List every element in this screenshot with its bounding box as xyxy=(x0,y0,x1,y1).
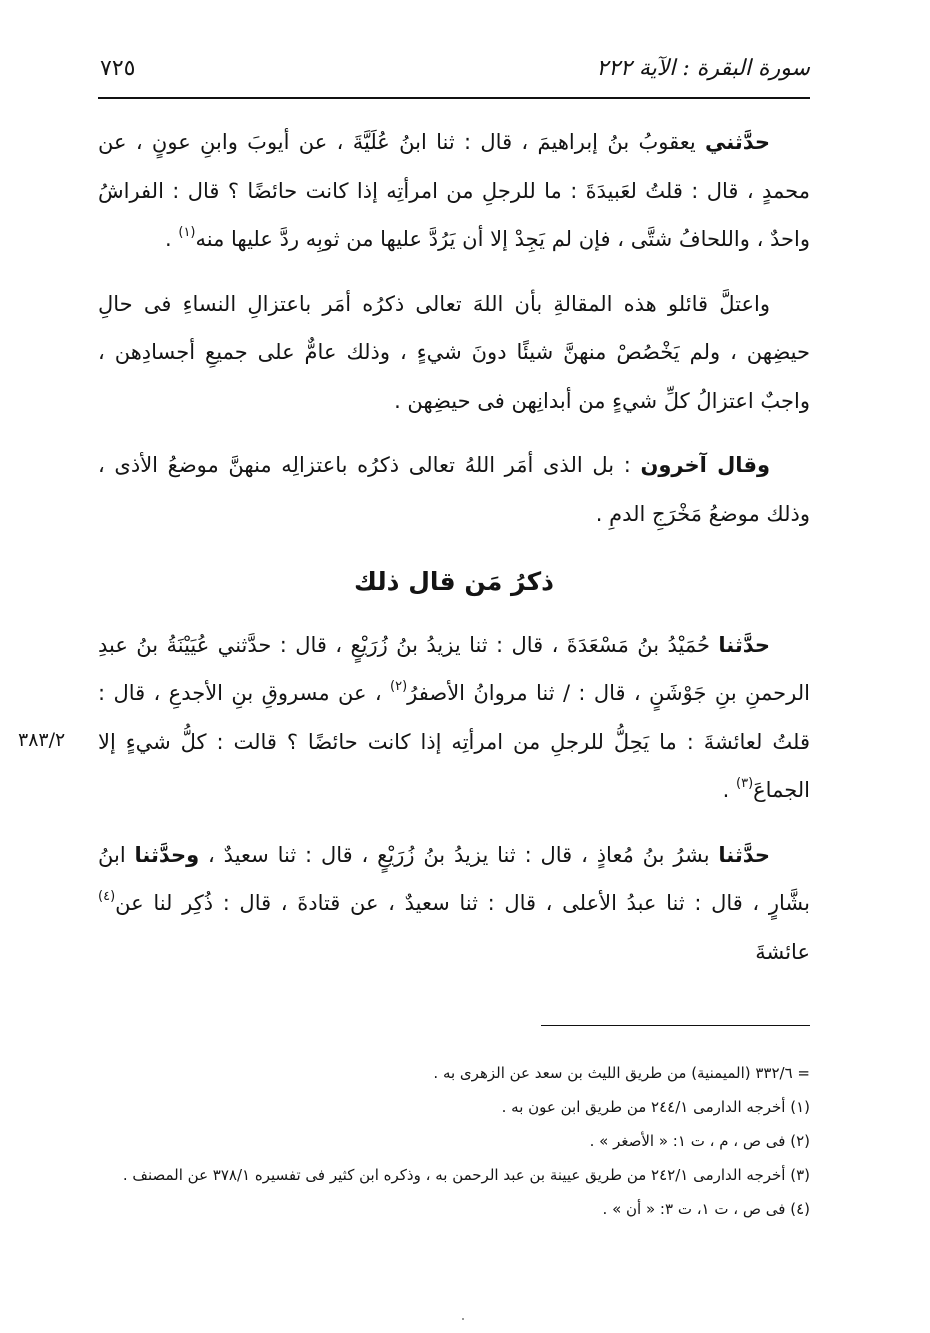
page-header xyxy=(98,52,810,98)
paragraph-end: . xyxy=(165,227,179,251)
paragraph-text: : بل الذى أمَر اللهُ تعالى ذكرُه باعتزالِه منهنَّ موضعُ الأذى ، وذلك موضعُ مَخْرَجِ الدمِ . xyxy=(98,453,810,526)
main-text xyxy=(98,118,810,992)
paragraph-3 xyxy=(98,441,810,538)
running-title: سورة البقرة : الآية ٢٢٢ xyxy=(596,56,810,81)
paragraph-text: يعقوبُ بنُ إبراهيمَ ، قال : ثنا ابنُ عُلَيَّةَ ، عن أيوبَ وابنِ عونٍ ، عن محمدٍ ، قال : قلتُ لعَبيدَةَ : ما للرجلِ من امرأتِه إذا كانت حائضًا ؟ قال : الفراشُ واحدٌ ، واللحافُ شتَّى ، فإن لم يَجِدْ إلا أن يَرُدَّ عليها من ثوبِه ردَّ عليها منه xyxy=(98,130,810,251)
paragraph-end: . xyxy=(722,778,736,802)
paragraph-lead: حدَّثني xyxy=(705,130,770,154)
paragraph-lead: حدَّثنا xyxy=(718,632,770,657)
footnote-4: (٤) فى ص ، ت ١، ت ٣: « أن » . xyxy=(602,1200,810,1218)
footnote-marker: (٣) xyxy=(736,776,754,791)
section-heading: ذكرُ مَن قال ذلك xyxy=(354,567,554,596)
footnote-marker: (٢) xyxy=(390,679,408,694)
paragraph-1 xyxy=(98,118,810,264)
footnote-marker: (٤) xyxy=(98,889,116,904)
print-speck xyxy=(462,1318,464,1320)
footnote-3: (٣) أخرجه الدارمى ٢٤٢/١ من طريق عيينة بن عبد الرحمن به ، وذكره ابن كثير فى تفسيره ٣٧٨/١ عن المصنف . xyxy=(122,1166,810,1184)
footnote-2: (٢) فى ص ، م ، ت ١: « الأصغر » . xyxy=(589,1132,810,1150)
paragraph-lead-2: وحدَّثنا xyxy=(134,842,200,867)
footnote-rule xyxy=(541,1025,810,1026)
paragraph-text: حُمَيْدُ بنُ مَسْعَدَةَ ، قال : ثنا يزيدُ بنُ زُرَيْعٍ ، قال : حدَّثني عُيَيْنَةُ بنُ عبدِ الرحمنِ بنِ جَوْشَنٍ ، قال : / ثنا مروانُ الأصفرُ xyxy=(98,632,810,705)
footnote-marker: (١) xyxy=(178,225,196,240)
footnotes xyxy=(98,1058,810,1228)
footnote-continuation: = ٣٣٢/٦ (الميمنية) من طريق الليث بن سعد عن الزهرى به . xyxy=(433,1064,810,1082)
paragraph-text: بشرُ بنُ مُعاذٍ ، قال : ثنا يزيدُ بنُ زُرَيْعٍ ، قال : ثنا سعيدٌ ، xyxy=(199,842,719,867)
paragraph-text: واعتلَّ قائلو هذه المقالةِ بأن اللهَ تعالى ذكرُه أمَر باعتزالِ النساءِ فى حالِ حيضِهن ، ولم يَخْصُصْ منهنَّ شيئًا دونَ شيءٍ ، وذلك عامٌّ على جميعِ أجسادِهن ، واجبٌ اعتزالُ كلِّ شيءٍ من أبدانِهن فى حيضِهن . xyxy=(98,291,810,413)
header-rule xyxy=(98,97,810,99)
page-number: ٧٢٥ xyxy=(100,56,136,81)
paragraph-4 xyxy=(98,621,810,815)
margin-reference: ٣٨٣/٢ xyxy=(18,729,66,751)
paragraph-text-cont: ، عن مسروقِ بنِ الأجدعِ ، قال : قلتُ لعائشةَ : ما يَحِلُّ للرجلِ من امرأتِه إذا كانت حائضًا ؟ قالت : كلُّ شيءٍ إلا الجماعَ xyxy=(98,681,810,802)
footnote-1: (١) أخرجه الدارمى ٢٤٤/١ من طريق ابن عون به . xyxy=(501,1098,810,1116)
paragraph-text-cont: ابنُ بشَّارٍ ، قال : ثنا عبدُ الأعلى ، قال : ثنا سعيدٌ ، عن قتادةَ ، قال : ذُكِر لنا عن xyxy=(98,842,810,915)
paragraph-2 xyxy=(98,280,810,426)
paragraph-lead: حدَّثنا xyxy=(718,842,770,867)
paragraph-lead: وقال آخرون xyxy=(640,453,770,477)
paragraph-5 xyxy=(98,831,810,977)
paragraph-end: عائشةَ xyxy=(755,939,810,964)
